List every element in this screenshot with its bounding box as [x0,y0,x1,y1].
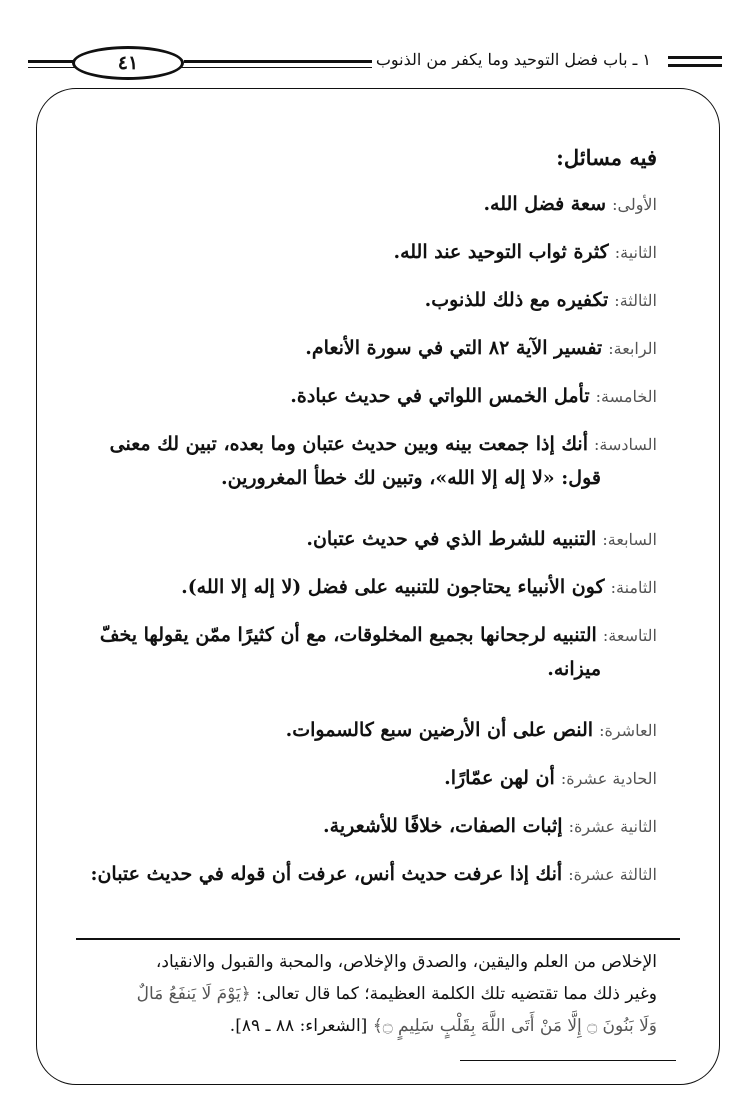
issue-13 [67,863,657,885]
issue-label: الثالثة عشرة: [568,865,657,884]
issue-continuation: قول: «لا إله إلا الله»، وتبين لك خطأ المغرورين. [221,467,601,489]
issue-text: أن لهن عمّارًا. [444,767,555,789]
issue-label: الأولى: [612,195,657,214]
issue-9 [67,624,657,680]
issue-6 [67,433,657,489]
issue-2 [67,241,657,263]
issue-label: الحادية عشرة: [560,769,657,788]
issue-4 [67,337,657,359]
header-rule-middle [184,60,372,63]
issue-label: الثامنة: [610,578,657,597]
footnote-text: وغير ذلك مما تقتضيه تلك الكلمة العظيمة؛ كما قال تعالى: [256,984,657,1004]
issue-label: الخامسة: [595,387,657,406]
quran-verse: وَلَا بَنُونَ ۝ إِلَّا مَنْ أَتَى اللَّهَ بِقَلْبٍ سَلِيمٍ ۝﴾ [372,1016,657,1036]
issue-5 [67,385,657,407]
footnote-line-3 [67,1009,657,1043]
header-rule-right-lower [668,64,722,67]
issue-label: التاسعة: [602,626,657,645]
issue-text: أنك إذا جمعت بينه وبين حديث عتبان وما بعده، تبين لك معنى [109,433,588,455]
footnote-line-1: الإخلاص من العلم واليقين، والصدق والإخلاص، والمحبة والقبول والانقياد، [155,952,657,972]
verse-citation: [الشعراء: ٨٨ ـ ٨٩]. [229,1016,368,1036]
issue-text: أنك إذا عرفت حديث أنس، عرفت أن قوله في حديث عتبان: [90,863,563,885]
issue-text: تأمل الخمس اللواتي في حديث عبادة. [290,385,590,407]
issue-text: سعة فضل الله. [483,193,607,215]
footnote-line-2 [67,977,657,1011]
issue-8 [67,576,657,598]
issue-label: الرابعة: [608,339,657,358]
issue-label: السابعة: [602,530,657,549]
issue-label: الثانية عشرة: [568,817,657,836]
issue-10 [67,719,657,741]
issue-12 [67,815,657,837]
issue-11 [67,767,657,789]
issue-text: التنبيه لرجحانها بجميع المخلوقات، مع أن كثيرًا ممّن يقولها يخفّ [99,624,597,646]
quran-verse: ﴿يَوْمَ لَا يَنفَعُ مَالٌ [136,984,251,1004]
issue-text: تكفيره مع ذلك للذنوب. [424,289,609,311]
issue-label: الثالثة: [614,291,657,310]
chapter-title: ١ ـ باب فضل التوحيد وما يكفر من الذنوب [375,50,651,69]
issue-text: كون الأنبياء يحتاجون للتنبيه على فضل (لا إله إلا الله). [181,576,605,598]
page-number: ٤١ [72,46,184,80]
issue-label: الثانية: [614,243,657,262]
issue-label: العاشرة: [599,721,657,740]
issue-text: النص على أن الأرضين سبع كالسموات. [285,719,594,741]
issue-1 [67,193,657,215]
issue-continuation: ميزانه. [547,658,601,680]
issue-text: كثرة ثواب التوحيد عند الله. [393,241,609,263]
issue-3 [67,289,657,311]
issue-label: السادسة: [594,435,657,454]
issue-text: تفسير الآية ٨٢ التي في سورة الأنعام. [305,337,603,359]
footnote-rule [460,1060,676,1061]
issue-7 [67,528,657,550]
issues-heading: فيه مسائل: [556,145,657,170]
issue-text: إثبات الصفات، خلافًا للأشعرية. [323,815,563,837]
header-rule-right [668,56,722,59]
footnote-divider [76,938,680,940]
header-rule-middle-thin [168,67,372,68]
issue-text: التنبيه للشرط الذي في حديث عتبان. [306,528,597,550]
